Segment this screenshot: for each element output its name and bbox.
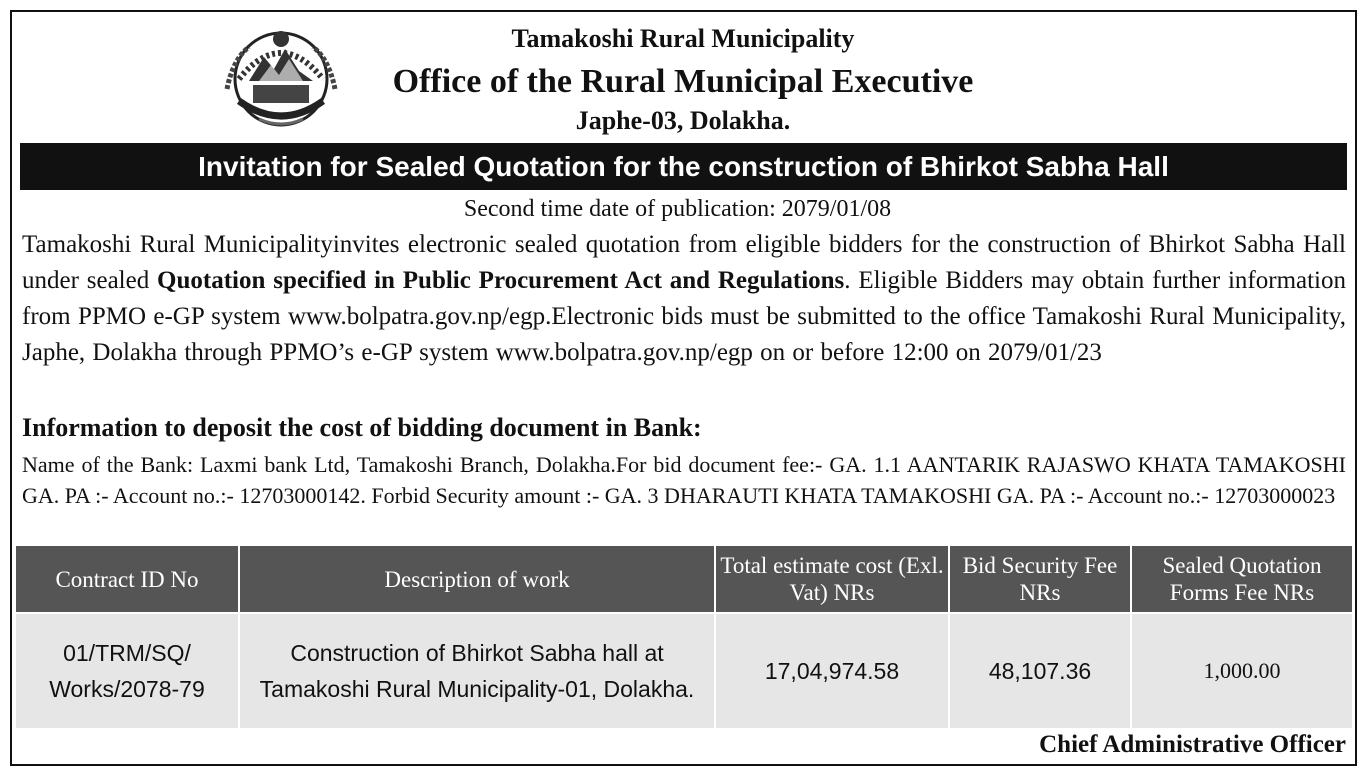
header-bid-security: Bid Security Fee NRs [950,546,1130,612]
header-estimate-cost: Total estimate cost (Exl. Vat) NRs [716,546,948,612]
header-description: Description of work [240,546,714,612]
cell-estimate-cost: 17,04,974.58 [716,614,948,728]
header-contract-id: Contract ID No [16,546,238,612]
bank-info-heading: Information to deposit the cost of bidding document in Bank: [22,413,702,442]
cell-bid-security: 48,107.36 [950,614,1130,728]
notice-title: Invitation for Sealed Quotation for the construction of Bhirkot Sabha Hall [20,143,1347,190]
municipality-name: Tamakoshi Rural Municipality [511,24,855,53]
cell-description: Construction of Bhirkot Sabha hall at Tamakoshi Rural Municipality-01, Dolakha. [240,614,714,728]
body-text-1: Tamakoshi Rural Municipalityinvites electronic sealed quotation from eligible bidders for the construction of Bhirkot Sabha Hall under sealed [22,231,1346,294]
quotation-table [16,546,1352,728]
invitation-body [22,227,1346,371]
cell-form-fee: 1,000.00 [1132,614,1352,728]
body-text-bold: Quotation specified in Public Procurement Act and Regulations [157,267,845,294]
cell-contract-id: 01/TRM/SQ/ Works/2078-79 [16,614,238,728]
signatory-title: Chief Administrative Officer [1039,731,1346,758]
bank-info-text: Name of the Bank: Laxmi bank Ltd, Tamakoshi Branch, Dolakha.For bid document fee:- GA. 1.1 AANTARIK RAJASWO KHATA TAMAKOSHI GA. PA :- Account no.:- 12703000142. Forbid Security amount :- GA. 3 DHARAUTI KHATA TAMAKOSHI GA. PA :- Account no.:- 12703000023 [22,452,1346,508]
office-address: Japhe-03, Dolakha. [575,106,791,135]
body-text-3: . Eligible Bidders may obtain further information from PPMO e-GP system www.bolpatra.gov.np/egp.Electronic bids must be submitted to the office Tamakoshi Rural Municipality, Japhe, Dolakha through PPMO’s e-GP system www.bolpatra.gov.np/egp on or before 12:00 on 2079/01/23 [22,267,1347,366]
header-form-fee: Sealed Quotation Forms Fee NRs [1132,546,1352,612]
table-row [16,614,1352,728]
publication-date: Second time date of publication: 2079/01/08 [463,196,892,222]
office-name: Office of the Rural Municipal Executive [392,63,974,100]
table-header-row [16,546,1352,612]
